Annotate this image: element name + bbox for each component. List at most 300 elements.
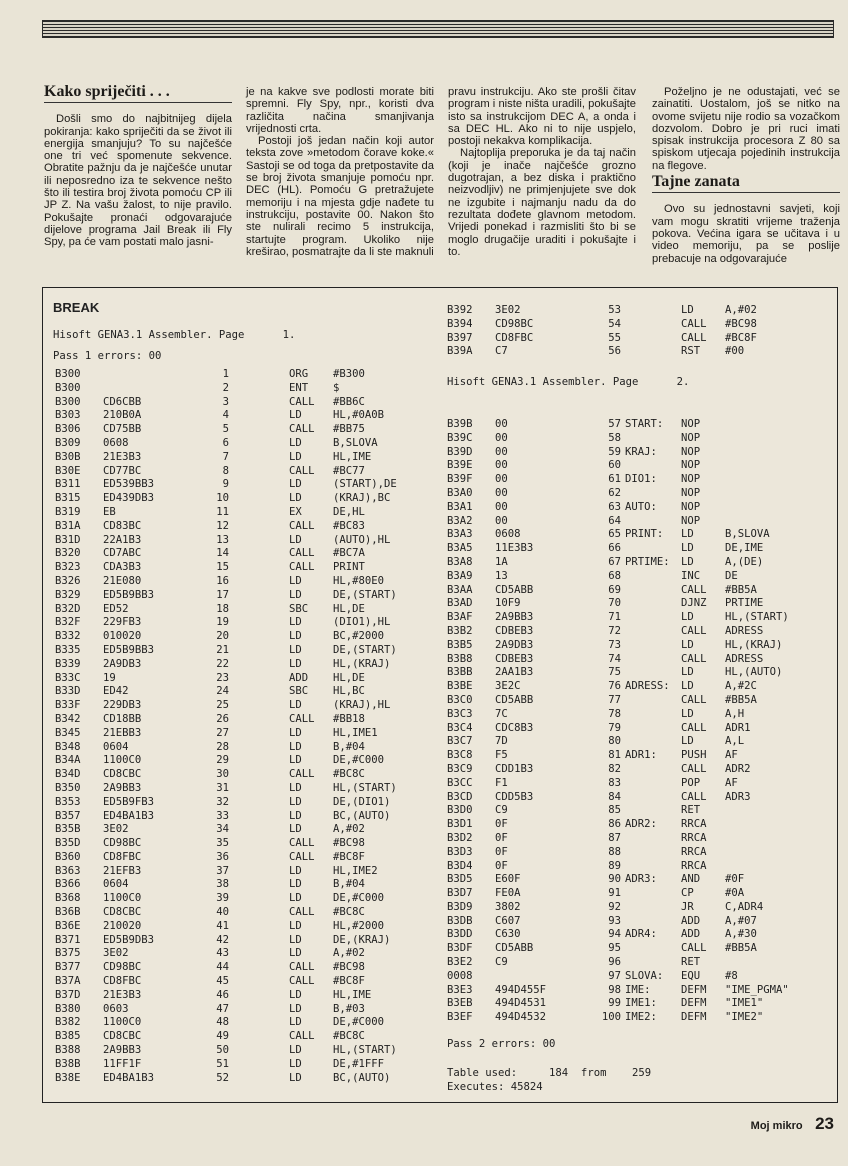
listing-code: 21E3B3 [103, 988, 142, 1001]
listing-code: CD5ABB [495, 583, 534, 596]
listing-line: 62 [608, 486, 621, 499]
listing-addr: B385 [55, 1030, 81, 1043]
listing-addr: B3D2 [447, 831, 473, 844]
listing-op: LD [289, 1002, 302, 1015]
listing-op: SBC [289, 602, 309, 615]
listing-code: 210B0A [103, 409, 142, 422]
listing-addr: B38B [55, 1057, 81, 1070]
listing-addr: B38E [55, 1071, 81, 1084]
article-paragraph: Poželjno je ne odustajati, već se zainatiti. Uostalom, još se nitko na ovome svijetu nije rodio sa vozačkom dozvolom. Dobro je pri ruci imati spisak instrukcija procesora Z 80 sa spiskom utjecaja pojedinih instrukcija na flegove. [652, 86, 840, 172]
listing-code: 10F9 [495, 597, 521, 610]
listing-op: RET [681, 804, 701, 817]
listing-addr: B382 [55, 1016, 81, 1029]
listing-op: JR [681, 900, 694, 913]
listing-line: 21 [216, 643, 229, 656]
listing-op: LD [289, 892, 302, 905]
listing-label: IME2: [625, 1011, 657, 1024]
listing-line: 51 [216, 1057, 229, 1070]
listing-op: DJNZ [681, 597, 707, 610]
listing-line: 85 [608, 804, 621, 817]
listing-code: 00 [495, 514, 508, 527]
listing-addr: B3C7 [447, 735, 473, 748]
listing-op: INC [681, 569, 701, 582]
listing-line: 31 [216, 781, 229, 794]
listing-addr: B3CC [447, 776, 473, 789]
listing-code: 210020 [103, 919, 142, 932]
listing-op: LD [289, 492, 302, 505]
listing-code: 2A9DB3 [495, 638, 534, 651]
listing-line: 100 [601, 1011, 621, 1024]
listing-arg: A,#2C [725, 680, 757, 693]
listing-arg: BC,(AUTO) [333, 1071, 391, 1084]
listing-op: LD [289, 574, 302, 587]
listing-line: 88 [608, 845, 621, 858]
listing-code: ED5B9DB3 [103, 933, 155, 946]
listing-addr: B392 [447, 304, 473, 316]
article-column-3 [448, 86, 636, 258]
listing-code: ED4BA1B3 [103, 809, 155, 822]
listing-arg: HL,IME [333, 450, 372, 463]
listing-arg: HL,IME [333, 988, 372, 1001]
listing-arg: ADR1 [725, 721, 751, 734]
listing-op: LD [289, 754, 302, 767]
listing-arg: B,#04 [333, 878, 365, 891]
listing-arg: HL,(KRAJ) [725, 638, 783, 651]
listing-line: 38 [216, 878, 229, 891]
listing-arg: DE [725, 569, 738, 582]
decorative-top-rule [42, 20, 834, 38]
listing-addr: B31D [55, 533, 81, 546]
listing-line: 81 [608, 749, 621, 762]
listing-code: 0608 [103, 436, 129, 449]
listing-code: ED539BB3 [103, 478, 155, 491]
listing-line: 47 [216, 1002, 229, 1015]
listing-code: 2A9BB3 [495, 611, 534, 624]
listing-addr: B39E [447, 459, 473, 472]
listing-code: ED42 [103, 685, 129, 698]
listing-arg: #BC7A [333, 547, 365, 560]
listing-line: 56 [608, 345, 621, 358]
listing-addr: B303 [55, 409, 81, 422]
listing-line: 76 [608, 680, 621, 693]
listing-arg: AF [725, 776, 738, 789]
listing-op: LD [289, 699, 302, 712]
listing-code: CDC8B3 [495, 721, 534, 734]
listing-code: 21EBB3 [103, 726, 142, 739]
listing-arg: #BC98 [725, 317, 757, 330]
listing-arg: #BC8C [333, 906, 365, 919]
listing-line: 24 [216, 685, 229, 698]
listing-op: NOP [681, 473, 701, 486]
listing-arg: #BB18 [333, 712, 365, 725]
listing-addr: B3D4 [447, 859, 473, 872]
listing-addr: B3D9 [447, 900, 473, 913]
listing-op: LD [289, 1044, 302, 1057]
listing-addr: B34A [55, 754, 81, 767]
listing-op: ORG [289, 368, 309, 380]
listing-code: CD5ABB [495, 693, 534, 706]
listing-line: 16 [216, 574, 229, 587]
listing-code: CDD5B3 [495, 790, 534, 803]
listing-addr: B39F [447, 473, 473, 486]
listing-arg: PRINT [333, 561, 365, 574]
listing-code: CD98BC [495, 317, 534, 330]
listing-arg: A,#02 [333, 823, 365, 836]
listing-line: 12 [216, 519, 229, 532]
listing-arg: HL,BC [333, 685, 365, 698]
listing-code: 0F [495, 859, 508, 872]
listing-arg: HL,#80E0 [333, 574, 385, 587]
listing-line: 77 [608, 693, 621, 706]
listing-op: LD [289, 947, 302, 960]
listing-arg: DE,(DIO1) [333, 795, 391, 808]
listing-label: ADRESS: [625, 680, 670, 693]
listing-line: 44 [216, 961, 229, 974]
listing-code: 229FB3 [103, 616, 142, 629]
listing-label: PRTIME: [625, 555, 670, 568]
listing-arg: #BC98 [333, 961, 365, 974]
listing-addr: 0008 [447, 969, 473, 982]
listing-arg: HL,(START) [725, 611, 789, 624]
listing-addr: B3DB [447, 914, 473, 927]
listing-label: ADR2: [625, 818, 657, 831]
listing-arg: (AUTO),HL [333, 533, 391, 546]
listing-code: CD8CBC [103, 906, 142, 919]
listing-code: 494D455F [495, 983, 547, 996]
listing-op: CALL [289, 768, 315, 781]
listing-op: CALL [681, 317, 707, 330]
listing-code: 0F [495, 845, 508, 858]
listing-line: 4 [222, 409, 229, 422]
listing-line: 2 [222, 381, 229, 394]
listing-arg: #BC8C [333, 1030, 365, 1043]
listing-op: LD [289, 740, 302, 753]
listing-code: 0604 [103, 878, 129, 891]
listing-op: LD [681, 735, 694, 748]
listing-arg: HL,(START) [333, 1044, 397, 1057]
listing-arg: DE,#C000 [333, 754, 385, 767]
listing-op: NOP [681, 431, 701, 444]
listing-line: 96 [608, 956, 621, 969]
listing-line: 49 [216, 1030, 229, 1043]
listing-op: CALL [681, 652, 707, 665]
listing-code: CD8CBC [103, 768, 142, 781]
listing-op: DEFM [681, 997, 707, 1010]
listing-addr: B3C9 [447, 762, 473, 775]
listing-code: 1100C0 [103, 754, 142, 767]
page-footer [751, 1114, 834, 1134]
listing-code: CD7ABC [103, 547, 142, 560]
listing-arg: "IME2" [725, 1011, 764, 1024]
listing-line: 87 [608, 831, 621, 844]
listing-label: KRAJ: [625, 445, 657, 458]
listing-line: 15 [216, 561, 229, 574]
listing-op: CALL [681, 583, 707, 596]
listing-line: 50 [216, 1044, 229, 1057]
listing-code: 11FF1F [103, 1057, 142, 1070]
listing-arg: #8 [725, 969, 738, 982]
listing-arg: (KRAJ),BC [333, 492, 391, 505]
listing-executes: Executes: 45824 [447, 1081, 543, 1093]
listing-addr: B3D1 [447, 818, 473, 831]
listing-arg: (DIO1),HL [333, 616, 391, 629]
listing-op: CALL [681, 693, 707, 706]
listing-code: 21E080 [103, 574, 142, 587]
listing-page-header-1: Hisoft GENA3.1 Assembler. Page 1. [53, 329, 296, 341]
listing-addr: B3E3 [447, 983, 473, 996]
listing-code: 00 [495, 459, 508, 472]
listing-addr: B3A5 [447, 542, 473, 555]
listing-op: CALL [289, 464, 315, 477]
listing-addr: B377 [55, 961, 81, 974]
listing-code: EB [103, 505, 116, 518]
listing-op: NOP [681, 418, 701, 430]
listing-op: RET [681, 956, 701, 969]
listing-arg: PRTIME [725, 597, 764, 610]
article-column-4 [652, 86, 840, 265]
article-paragraph: Postoji još jedan način koji autor teksta zove »metodom čorave koke.« Sastoji se od toga da pretpostavite da se broj života smanjuje pomoću npr. DEC (HL). Pomoću G pretražujete memoriju i na mjesta gdje nađete tu instrukciju, postavite 00. Nakon što ste nulirali recimo 5 instrukcija, startujte program. Ukoliko nije kreširao, posmatrajte da li ste maknuli [246, 135, 434, 258]
listing-line: 75 [608, 666, 621, 679]
listing-line: 48 [216, 1016, 229, 1029]
listing-op: LD [681, 304, 694, 316]
listing-addr: B39B [447, 418, 473, 430]
listing-op: LD [289, 726, 302, 739]
listing-label: DIO1: [625, 473, 657, 486]
listing-code: F5 [495, 749, 508, 762]
listing-op: NOP [681, 514, 701, 527]
listing-line: 46 [216, 988, 229, 1001]
listing-label: ADR3: [625, 873, 657, 886]
listing-code: CD98BC [103, 837, 142, 850]
listing-op: LD [289, 1016, 302, 1029]
listing-arg: #0A [725, 887, 745, 900]
listing-addr: B368 [55, 892, 81, 905]
listing-line: 80 [608, 735, 621, 748]
listing-addr: B31A [55, 519, 81, 532]
listing-code: 2A9DB3 [103, 657, 142, 670]
listing-line: 25 [216, 699, 229, 712]
listing-code: CD8FBC [103, 975, 142, 988]
listing-arg: A,#02 [333, 947, 365, 960]
listing-line: 91 [608, 887, 621, 900]
listing-code: 21E3B3 [103, 450, 142, 463]
listing-line: 58 [608, 431, 621, 444]
page-number: 23 [815, 1114, 834, 1133]
listing-pass-1: Pass 1 errors: 00 [53, 350, 162, 362]
listing-addr: B315 [55, 492, 81, 505]
section-heading-tajne-zanata: Tajne zanata [652, 176, 840, 193]
listing-addr: B3BB [447, 666, 473, 679]
listing-code: CD6CBB [103, 395, 142, 408]
listing-code: 19 [103, 671, 116, 684]
listing-arg: A,H [725, 707, 745, 720]
listing-op: LD [681, 555, 694, 568]
listing-addr: B36E [55, 919, 81, 932]
listing-op: AND [681, 873, 701, 886]
listing-addr: B306 [55, 423, 81, 436]
listing-op: CALL [289, 906, 315, 919]
listing-op: ENT [289, 381, 309, 394]
listing-addr: B3DD [447, 928, 473, 941]
listing-arg: ADRESS [725, 652, 764, 665]
listing-op: LD [289, 616, 302, 629]
listing-addr: B3C4 [447, 721, 473, 734]
listing-addr: B3A9 [447, 569, 473, 582]
listing-arg: A,#02 [725, 304, 757, 316]
listing-arg: DE,#1FFF [333, 1057, 385, 1070]
listing-op: LD [681, 666, 694, 679]
listing-arg: AF [725, 749, 738, 762]
listing-line: 66 [608, 542, 621, 555]
listing-line: 92 [608, 900, 621, 913]
listing-code: 21EFB3 [103, 864, 142, 877]
listing-line: 52 [216, 1071, 229, 1084]
listing-addr: B33C [55, 671, 81, 684]
listing-addr: B309 [55, 436, 81, 449]
listing-op: CALL [289, 975, 315, 988]
listing-arg: #B300 [333, 368, 365, 380]
listing-arg: HL,(KRAJ) [333, 657, 391, 670]
listing-op: CALL [289, 561, 315, 574]
listing-addr: B3AD [447, 597, 473, 610]
listing-op: RRCA [681, 818, 707, 831]
listing-op: DEFM [681, 1011, 707, 1024]
listing-addr: B300 [55, 395, 81, 408]
listing-code: 00 [495, 418, 508, 430]
listing-arg: #BC83 [333, 519, 365, 532]
listing-arg: BC,#2000 [333, 630, 385, 643]
listing-line: 14 [216, 547, 229, 560]
listing-arg: A,#07 [725, 914, 757, 927]
listing-code: 0F [495, 831, 508, 844]
listing-line: 78 [608, 707, 621, 720]
listing-arg: A,L [725, 735, 745, 748]
listing-arg: DE,HL [333, 505, 365, 518]
article-paragraph: Ovo su jednostavni savjeti, koji vam mogu skratiti vrijeme traženja pokova. Većina igara se učitava i u video memoriju, pa se poslije prebacuje na odgovarajuće [652, 203, 840, 265]
listing-line: 19 [216, 616, 229, 629]
listing-op: LD [289, 809, 302, 822]
listing-line: 17 [216, 588, 229, 601]
listing-arg: #0F [725, 873, 745, 886]
listing-addr: B363 [55, 864, 81, 877]
listing-line: 60 [608, 459, 621, 472]
listing-op: PUSH [681, 749, 707, 762]
listing-op: LD [289, 1057, 302, 1070]
listing-code: 7C [495, 707, 508, 720]
listing-pass-2: Pass 2 errors: 00 [447, 1038, 556, 1050]
listing-op: DEFM [681, 983, 707, 996]
listing-line: 23 [216, 671, 229, 684]
listing-code: ED5B9BB3 [103, 588, 155, 601]
listing-op: LD [289, 643, 302, 656]
listing-arg: BC,(AUTO) [333, 809, 391, 822]
listing-op: CALL [289, 395, 315, 408]
listing-addr: B3CD [447, 790, 473, 803]
listing-code: 13 [495, 569, 508, 582]
listing-line: 53 [608, 304, 621, 316]
listing-arg: DE,#C000 [333, 1016, 385, 1029]
listing-line: 73 [608, 638, 621, 651]
listing-addr: B3DF [447, 942, 473, 955]
listing-addr: B3BE [447, 680, 473, 693]
listing-arg: DE,(KRAJ) [333, 933, 391, 946]
listing-arg: A,(DE) [725, 555, 764, 568]
listing-code: 00 [495, 486, 508, 499]
listing-code: 0603 [103, 1002, 129, 1015]
listing-op: LD [289, 933, 302, 946]
listing-arg: DE,IME [725, 542, 764, 555]
listing-op: CALL [681, 790, 707, 803]
listing-line: 20 [216, 630, 229, 643]
listing-op: LD [289, 436, 302, 449]
listing-line: 36 [216, 850, 229, 863]
listing-arg: HL,DE [333, 671, 365, 684]
listing-arg: #BB5A [725, 583, 757, 596]
listing-line: 65 [608, 528, 621, 541]
listing-op: LD [681, 542, 694, 555]
listing-code: ED439DB3 [103, 492, 155, 505]
listing-label: ADR4: [625, 928, 657, 941]
listing-op: CALL [681, 942, 707, 955]
listing-code: FE0A [495, 887, 521, 900]
listing-op: CALL [289, 961, 315, 974]
listing-addr: B3EF [447, 1011, 473, 1024]
listing-line: 40 [216, 906, 229, 919]
listing-line: 42 [216, 933, 229, 946]
article-column-2 [246, 86, 434, 258]
listing-code: ED4BA1B3 [103, 1071, 155, 1084]
listing-code: CD8FBC [103, 850, 142, 863]
article-column-1 [44, 70, 232, 249]
listing-op: SBC [289, 685, 309, 698]
listing-arg: #00 [725, 345, 745, 358]
magazine-name: Moj mikro [750, 1120, 803, 1132]
listing-addr: B357 [55, 809, 81, 822]
listing-code: CD5ABB [495, 942, 534, 955]
listing-line: 18 [216, 602, 229, 615]
listing-line: 57 [608, 418, 621, 430]
listing-op: CALL [681, 721, 707, 734]
listing-addr: B3E2 [447, 956, 473, 969]
listing-op: LD [289, 988, 302, 1001]
listing-code: CDBEB3 [495, 624, 534, 637]
listing-code: CD8FBC [495, 331, 534, 344]
listing-line: 79 [608, 721, 621, 734]
listing-code: 494D4532 [495, 1011, 547, 1024]
listing-addr: B319 [55, 505, 81, 518]
listing-addr: B33D [55, 685, 81, 698]
listing-addr: B339 [55, 657, 81, 670]
listing-op: CALL [289, 837, 315, 850]
listing-op: CALL [289, 519, 315, 532]
listing-addr: B3B8 [447, 652, 473, 665]
listing-code: CD83BC [103, 519, 142, 532]
listing-addr: B32D [55, 602, 81, 615]
listing-op: LD [289, 1071, 302, 1084]
listing-line: 10 [216, 492, 229, 505]
listing-line: 83 [608, 776, 621, 789]
listing-addr: B394 [447, 317, 473, 330]
listing-op: LD [681, 611, 694, 624]
listing-arg: #BC77 [333, 464, 365, 477]
listing-addr: B3C3 [447, 707, 473, 720]
listing-arg: (KRAJ),HL [333, 699, 391, 712]
listing-code: CDA3B3 [103, 561, 142, 574]
listing-line: 63 [608, 500, 621, 513]
listing-code: 2A9BB3 [103, 1044, 142, 1057]
listing-op: RRCA [681, 831, 707, 844]
listing-line: 30 [216, 768, 229, 781]
